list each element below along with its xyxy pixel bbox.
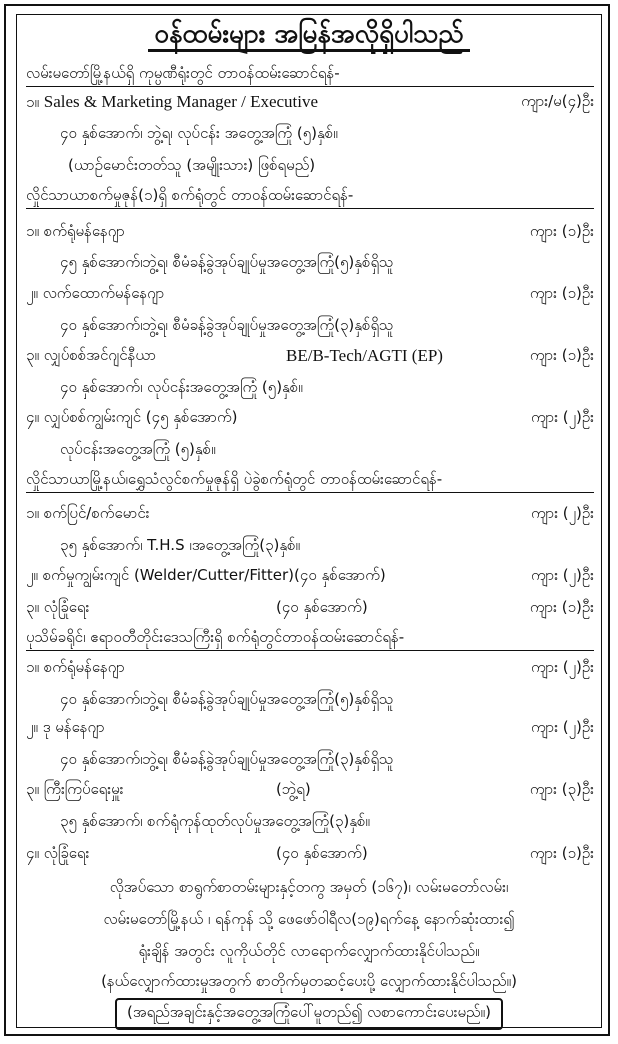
job-count: ကျား (၁)ဦး <box>529 598 594 616</box>
job-count: ကျား (၁)ဦး <box>529 222 594 240</box>
job-count: ကျား (၂)ဦး <box>531 658 594 676</box>
job-detail: လုပ်ငန်းအတွေ့အကြုံ (၅)နှစ်။ <box>60 440 216 458</box>
job-qualification: (၄၀ နှစ်အောက်) <box>276 598 368 616</box>
job-title: လျှပ်စစ်ကျွမ်းကျင် (၄၅ နှစ်အောက်) <box>43 408 238 426</box>
job-count: ကျား (၁)ဦး <box>529 844 594 862</box>
job-row: ၃။ လျှပ်စစ်အင်ဂျင်နီယာ BE/B-Tech/AGTI (EP) ကျား (၁)ဦး <box>26 346 594 368</box>
footer-line: လမ်းမတော်မြို့နယ် ၊ ရန်ကုန် သို့ ဖေဖော်ဝါရီလ(၁၉)ရက်နေ့ နောက်ဆုံးထား၍ <box>103 910 515 928</box>
job-count: ကျား (၂)ဦး <box>531 408 594 426</box>
footer-line: ရုံးချိန် အတွင်း လူကိုယ်တိုင် လာရောက်လျှောက်ထားနိုင်ပါသည်။ <box>138 942 480 960</box>
section-heading-1: လမ်းမတော်မြို့နယ်ရှိ ကုမ္ပဏီရုံးတွင် တာဝန်ထမ်းဆောင်ရန်- <box>26 64 594 87</box>
job-qualification: (ဘွဲ့ရ) <box>276 780 311 798</box>
job-detail: ၄၀ နှစ်အောက်၊ ဘွဲ့ရ၊ လုပ်ငန်း အတွေ့အကြုံ (၅)နှစ်။ <box>60 124 338 142</box>
footer-line: (နယ်လျှောက်ထားမှုအတွက် စာတိုက်မှတဆင့်ပေးပို့ လျှောက်ထားနိုင်ပါသည်။) <box>101 972 517 990</box>
job-title: ကြီးကြပ်ရေးမှူး <box>43 780 124 798</box>
job-qualification: (၄၀ နှစ်အောက်) <box>276 844 368 862</box>
job-count: ကျား (၂)ဦး <box>531 566 594 584</box>
job-qualification: BE/B-Tech/AGTI (EP) <box>286 346 443 365</box>
section-heading-4: ပုသိမ်ခရိုင်၊ ဧရာဝတီတိုင်းဒေသကြီးရှိ စက်ရုံတွင်တာဝန်ထမ်းဆောင်ရန်- <box>26 628 594 651</box>
job-row: ၂။ ဒု မန်နေဂျာ ကျား (၂)ဦး <box>26 718 594 740</box>
job-row: ၄။ လျှပ်စစ်ကျွမ်းကျင် (၄၅ နှစ်အောက်) ကျား (၂)ဦး <box>26 408 594 430</box>
job-count: ကျား (၃)ဦး <box>529 780 594 798</box>
job-title: စက်ရုံမန်နေဂျာ <box>43 222 125 240</box>
job-detail: ၄၀ နှစ်အောက်၊ဘွဲ့ရ၊ စီမံခန့်ခွဲအုပ်ချုပ်မှုအတွေ့အကြုံ(၃)နှစ်ရှိသူ <box>60 316 394 334</box>
job-detail: ၄၀ နှစ်အောက်၊ လုပ်ငန်းအတွေ့အကြုံ (၅)နှစ်။ <box>60 378 303 396</box>
section-heading-2: လှိုင်သာယာစက်မှုဇုန်(၁)ရှိ စက်ရုံတွင် တာဝန်ထမ်းဆောင်ရန်- <box>26 186 594 209</box>
footer-line: လိုအပ်သော စာရွက်စာတမ်းများနှင့်တကွ အမှတ် (၁၆၇)၊ လမ်းမတော်လမ်း၊ <box>109 878 509 896</box>
job-title: လုံခြုံရေး <box>43 844 90 862</box>
job-detail: ၃၅ နှစ်အောက်၊ T.H.S ၊အတွေ့အကြုံ(၃)နှစ်။ <box>60 536 301 554</box>
job-row: ၁။ Sales & Marketing Manager / Executive ကျား/မ(၄)ဦး <box>26 92 594 114</box>
job-title: လက်ထောက်မန်နေဂျာ <box>42 284 165 302</box>
job-title: Sales & Marketing Manager / Executive <box>43 92 319 111</box>
job-row: ၁။ စက်ရုံမန်နေဂျာ ကျား (၁)ဦး <box>26 222 594 244</box>
job-row: ၄။ လုံခြုံရေး (၄၀ နှစ်အောက်) ကျား (၁)ဦး <box>26 844 594 866</box>
salary-note-box <box>0 998 618 1030</box>
section-heading-3: လှိုင်သာယာမြို့နယ်၊ရွှေသံလွင်စက်မှုဇုန်ရှိ ပဲခွဲစက်ရုံတွင် တာဝန်ထမ်းဆောင်ရန်- <box>26 470 594 493</box>
job-count: ကျား (၂)ဦး <box>531 504 594 522</box>
job-title: စက်ပြင်/စက်မောင်း <box>43 504 150 522</box>
salary-note: (အရည်အချင်းနှင့်အတွေ့အကြုံပေါ်မူတည်၍ လစာကောင်းပေးမည်။) <box>115 998 503 1030</box>
job-row: ၃။ ကြီးကြပ်ရေးမှူး (ဘွဲ့ရ) ကျား (၃)ဦး <box>26 780 594 802</box>
job-count: ကျား/မ(၄)ဦး <box>521 92 594 110</box>
job-row: ၃။ လုံခြုံရေး (၄၀ နှစ်အောက်) ကျား (၁)ဦး <box>26 598 594 620</box>
job-detail: ၃၅ နှစ်အောက်၊ စက်ရုံကုန်ထုတ်လုပ်မှုအတွေ့အကြုံ(၃)နှစ်။ <box>60 812 370 830</box>
job-detail: ၄၀ နှစ်အောက်၊ဘွဲ့ရ၊ စီမံခန့်ခွဲအုပ်ချုပ်မှုအတွေ့အကြုံ(၃)နှစ်ရှိသူ <box>60 750 394 768</box>
job-count: ကျား (၁)ဦး <box>529 284 594 302</box>
job-title: စက်ရုံမန်နေဂျာ <box>43 658 125 676</box>
job-detail: ၄၀ နှစ်အောက်၊ဘွဲ့ရ၊ စီမံခန့်ခွဲအုပ်ချုပ်မှုအတွေ့အကြုံ(၅)နှစ်ရှိသူ <box>60 690 394 708</box>
job-count: ကျား (၂)ဦး <box>531 718 594 736</box>
page-title: ဝန်ထမ်းများ အမြန်အလိုရှိပါသည် <box>0 16 618 55</box>
job-row: ၁။ စက်ပြင်/စက်မောင်း ကျား (၂)ဦး <box>26 504 594 526</box>
job-row: ၂။ လက်ထောက်မန်နေဂျာ ကျား (၁)ဦး <box>26 284 594 306</box>
job-title: ဒု မန်နေဂျာ <box>42 718 105 736</box>
job-row: ၂။ စက်မှုကျွမ်းကျင် (Welder/Cutter/Fitter)(၄၀ နှစ်အောက်) ကျား (၂)ဦး <box>26 566 594 588</box>
job-title: လျှပ်စစ်အင်ဂျင်နီယာ <box>43 346 157 364</box>
job-detail: (ယာဉ်မောင်းတတ်သူ (အမျိုးသား) ဖြစ်ရမည်) <box>68 156 316 174</box>
job-detail: ၄၅ နှစ်အောက်၊ဘွဲ့ရ၊ စီမံခန့်ခွဲအုပ်ချုပ်မှုအတွေ့အကြုံ(၅)နှစ်ရှိသူ <box>60 253 394 271</box>
job-title: လုံခြုံရေး <box>43 598 90 616</box>
job-title: စက်မှုကျွမ်းကျင် (Welder/Cutter/Fitter)(၄၀ နှစ်အောက်) <box>42 566 386 584</box>
job-row: ၁။ စက်ရုံမန်နေဂျာ ကျား (၂)ဦး <box>26 658 594 680</box>
job-count: ကျား (၁)ဦး <box>529 346 594 364</box>
